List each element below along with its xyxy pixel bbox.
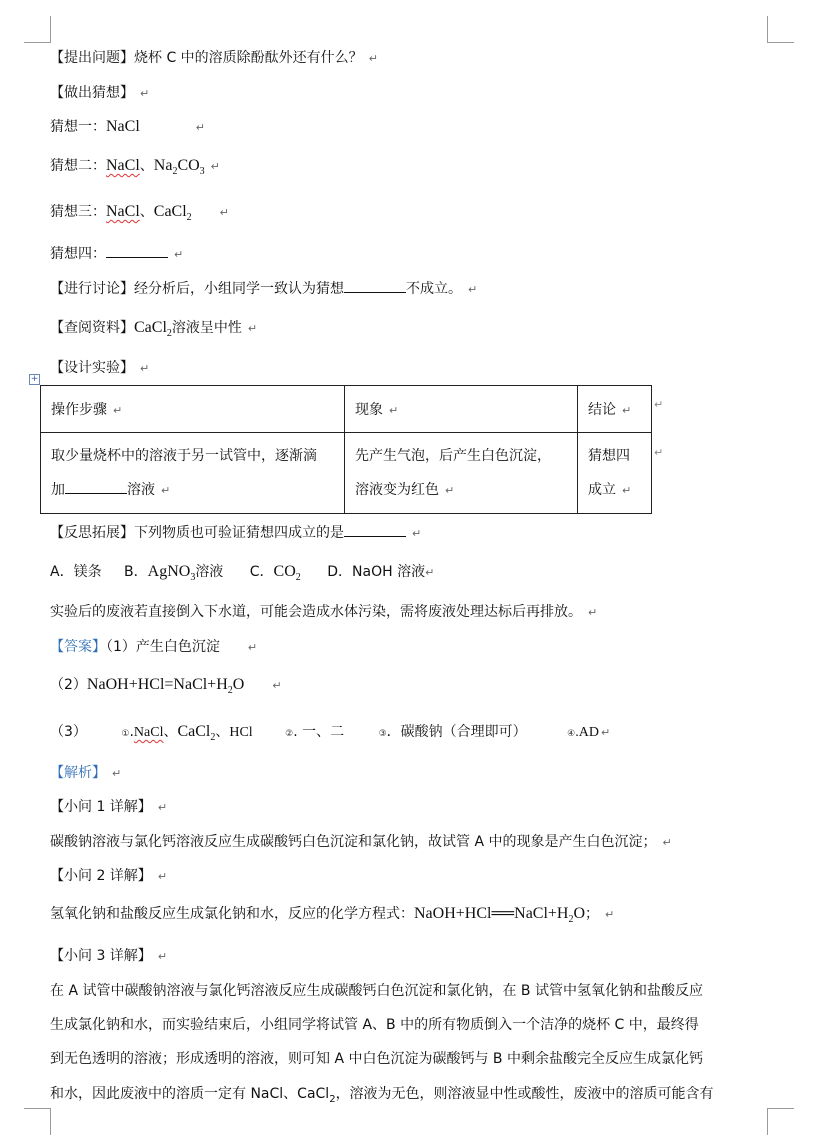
paragraph-mark-icon: ↵ bbox=[174, 248, 184, 261]
guess-3-cacl2 bbox=[153, 203, 192, 224]
answer-3-part-3 bbox=[379, 724, 527, 740]
paragraph-mark-icon: ↵ bbox=[161, 483, 171, 497]
answer-2-label: （2） bbox=[50, 677, 87, 693]
option-c-chem bbox=[273, 563, 301, 584]
chem-part: CaCl bbox=[177, 723, 211, 740]
row-end-mark-icon: ↵ bbox=[654, 446, 664, 459]
discussion-blank bbox=[344, 279, 406, 293]
discussion-text: 经分析后，小组同学一致认为猜想 bbox=[134, 281, 344, 297]
options-line bbox=[50, 562, 434, 588]
guess-3 bbox=[50, 202, 229, 228]
guess-1 bbox=[50, 117, 205, 138]
guess-2-label: 猜想二： bbox=[50, 158, 106, 174]
paragraph-mark-icon: ↵ bbox=[195, 121, 205, 134]
answer-line-1 bbox=[50, 637, 257, 658]
paragraph-mark-icon: ↵ bbox=[247, 322, 258, 335]
option-c-label: C． bbox=[249, 564, 274, 580]
answer-2-equation bbox=[86, 676, 245, 697]
guess-3-nacl: NaCl bbox=[106, 203, 140, 220]
guess-heading bbox=[50, 83, 149, 104]
analysis-heading bbox=[50, 763, 121, 784]
answer-line-2 bbox=[50, 675, 282, 701]
paragraph-mark-icon: ↵ bbox=[113, 404, 123, 417]
paragraph-mark-icon: ↵ bbox=[468, 283, 478, 296]
sub-question-3-line-3 bbox=[50, 1049, 703, 1069]
paragraph-mark-icon: ↵ bbox=[622, 483, 632, 497]
sub-3-tag: 【小问 3 详解】 bbox=[50, 948, 152, 964]
answer-1: （1）产生白色沉淀 bbox=[106, 639, 220, 655]
answer-3-label: （3） bbox=[50, 724, 87, 740]
chem-subscript: 2 bbox=[568, 914, 574, 926]
step-line-2: 加 bbox=[51, 481, 65, 498]
chem-part: AgNO bbox=[147, 563, 191, 580]
paragraph-mark-icon: ↵ bbox=[157, 950, 168, 963]
paragraph-mark-icon: ↵ bbox=[219, 206, 229, 219]
chem-subscript: 2 bbox=[166, 328, 172, 340]
discussion-text-end: 不成立。 bbox=[406, 281, 462, 297]
paragraph-mark-icon: ↵ bbox=[425, 566, 435, 579]
phenomenon-line-2: 溶液变为红色 bbox=[355, 481, 439, 498]
conclusion-line-1: 猜想四 bbox=[588, 447, 630, 464]
discussion-tag: 【进行讨论】 bbox=[50, 281, 134, 297]
paragraph-mark-icon: ↵ bbox=[389, 404, 399, 417]
guess-2 bbox=[50, 156, 220, 182]
option-b-chem bbox=[147, 563, 196, 584]
chem-part: Na bbox=[153, 157, 173, 174]
paragraph-mark-icon: ↵ bbox=[140, 87, 150, 100]
sub-3-text-4: 和水，因此废液中的溶质一定有 NaCl、CaCl bbox=[50, 1086, 330, 1102]
chem-hcl: 、HCl bbox=[215, 725, 253, 740]
chem-part: NaOH+HCl=NaCl+H bbox=[86, 676, 228, 693]
step-line-1: 取少量烧杯中的溶液于另一试管中，逐渐滴 bbox=[51, 447, 317, 464]
separator: 、 bbox=[139, 158, 154, 174]
answer-3-part-2 bbox=[285, 724, 344, 740]
step-blank bbox=[65, 480, 127, 494]
row-end-mark-icon: ↵ bbox=[654, 398, 664, 411]
paragraph-mark-icon: ↵ bbox=[412, 527, 422, 540]
paragraph-mark-icon: ↵ bbox=[272, 679, 282, 692]
crop-mark-bottom-left bbox=[24, 1108, 51, 1135]
chem-subscript: 2 bbox=[295, 572, 301, 584]
chem-subscript: 2 bbox=[186, 212, 192, 224]
question-text: 烧杯 C 中的溶质除酚酞外还有什么？ bbox=[134, 50, 363, 66]
table-header-cell[interactable] bbox=[345, 386, 578, 433]
sub-question-1-text bbox=[50, 832, 672, 853]
header-steps: 操作步骤 bbox=[51, 402, 107, 418]
answer-3-part-4-text: .AD bbox=[575, 725, 599, 740]
table-cell-conclusion[interactable] bbox=[578, 433, 652, 514]
paragraph-mark-icon: ↵ bbox=[445, 483, 455, 497]
step-line-2-end: 溶液 bbox=[127, 481, 155, 498]
chem-part: CaCl bbox=[134, 319, 167, 336]
chem-part: O bbox=[232, 676, 245, 693]
chem-part: CO bbox=[273, 563, 296, 580]
answer-3-part-4 bbox=[567, 724, 599, 740]
conclusion-line-2: 成立 bbox=[588, 481, 616, 498]
guess-4-label: 猜想四： bbox=[50, 246, 106, 262]
header-conclusion: 结论 bbox=[588, 402, 616, 418]
guess-heading-text: 【做出猜想】 bbox=[50, 85, 134, 101]
paragraph-mark-icon: ↵ bbox=[140, 362, 150, 375]
sub-question-3-line-2 bbox=[50, 1015, 699, 1035]
crop-mark-bottom-right bbox=[767, 1108, 794, 1135]
table-header-cell[interactable] bbox=[578, 386, 652, 433]
header-phenomenon: 现象 bbox=[355, 402, 383, 418]
answer-tag: 【答案】 bbox=[50, 639, 106, 655]
sub-question-3-line-1 bbox=[50, 981, 703, 1001]
design-heading-text: 【设计实验】 bbox=[50, 360, 134, 376]
guess-1-label: 猜想一： bbox=[50, 119, 106, 135]
sub-2-end: ； bbox=[585, 906, 600, 922]
chem-subscript: 3 bbox=[199, 166, 205, 178]
chem-subscript: 2 bbox=[172, 166, 178, 178]
chem-cacl2 bbox=[177, 723, 216, 744]
reflection-blank bbox=[344, 523, 406, 537]
sub-2-equation bbox=[414, 905, 586, 926]
chem-nacl: NaCl bbox=[133, 725, 164, 740]
paragraph-mark-icon: ↵ bbox=[157, 870, 168, 883]
question-tag: 【提出问题】 bbox=[50, 50, 134, 66]
table-cell-phenomenon[interactable] bbox=[345, 433, 578, 514]
reference-tag: 【查阅资料】 bbox=[50, 320, 134, 336]
answer-3-part-2-text: . 一、二 bbox=[293, 724, 345, 740]
crop-mark-top-right bbox=[767, 16, 794, 43]
sub-1-body: 碳酸钠溶液与氯化钙溶液反应生成碳酸钙白色沉淀和氯化钠，故试管 A 中的现象是产生白色沉淀； bbox=[50, 834, 657, 850]
guess-4-blank bbox=[106, 244, 168, 258]
reflection-tag: 【反思拓展】 bbox=[50, 525, 134, 541]
sub-1-tag: 【小问 1 详解】 bbox=[50, 799, 152, 815]
answer-line-3 bbox=[50, 722, 610, 748]
table-move-handle-icon[interactable]: + bbox=[30, 374, 39, 384]
guess-2-nacl: NaCl bbox=[106, 157, 140, 174]
answer-3-part-3-text: ．碳酸钠（合理即可） bbox=[386, 724, 527, 740]
circled-number-icon: ① bbox=[121, 729, 130, 739]
option-b bbox=[124, 563, 224, 584]
reflection-text: 下列物质也可验证猜想四成立的是 bbox=[134, 525, 344, 541]
crop-mark-top-left bbox=[24, 16, 51, 43]
sub-question-1-heading bbox=[50, 797, 167, 818]
sub-2-tag: 【小问 2 详解】 bbox=[50, 868, 152, 884]
reference-text: 溶液呈中性 bbox=[171, 320, 242, 336]
option-a: A．镁条 bbox=[50, 564, 102, 580]
circled-number-icon: ④ bbox=[567, 729, 576, 739]
paragraph-mark-icon: ↵ bbox=[588, 606, 598, 619]
circled-number-icon: ③ bbox=[378, 729, 387, 739]
reflection-line bbox=[50, 523, 421, 544]
waste-note bbox=[50, 602, 597, 623]
option-b-label: B． bbox=[124, 564, 148, 580]
experiment-table bbox=[40, 385, 652, 514]
guess-1-value: NaCl bbox=[106, 118, 140, 135]
guess-2-na2co3 bbox=[153, 157, 205, 178]
chem-part: NaOH+HCl══NaCl+H bbox=[414, 905, 569, 922]
reference-chem bbox=[134, 319, 172, 340]
chem-part: CaCl bbox=[153, 203, 187, 220]
separator: 、 bbox=[139, 204, 154, 220]
phenomenon-line-1: 先产生气泡，后产生白色沉淀， bbox=[355, 447, 551, 464]
sub-question-2-heading bbox=[50, 866, 167, 887]
sub-3-text-4-end: ，溶液为无色，则溶液显中性或酸性，废液中的溶质可能含有 bbox=[335, 1086, 714, 1102]
sub-question-2-text bbox=[50, 904, 614, 930]
guess-4 bbox=[50, 244, 183, 265]
table-header-row bbox=[41, 386, 652, 433]
chem-subscript: 2 bbox=[210, 732, 216, 744]
circled-number-icon: ② bbox=[285, 729, 294, 739]
option-b-text: 溶液 bbox=[195, 564, 224, 580]
chem-subscript: 2 bbox=[227, 685, 233, 697]
paragraph-mark-icon: ↵ bbox=[600, 726, 611, 739]
sub-question-3-heading bbox=[50, 946, 167, 967]
chem-subscript: 3 bbox=[190, 572, 196, 584]
dot: . bbox=[129, 724, 134, 740]
design-heading bbox=[50, 358, 149, 379]
paragraph-mark-icon: ↵ bbox=[247, 641, 258, 654]
sub-3-text-2: 生成氯化钠和水，而实验结束后，小组同学将试管 A、B 中的所有物质倒入一个洁净的烧杯 C 中，最终得 bbox=[50, 1017, 699, 1033]
paragraph-mark-icon: ↵ bbox=[605, 908, 615, 921]
chem-part: O bbox=[573, 905, 586, 922]
option-c bbox=[249, 563, 301, 584]
analysis-tag: 【解析】 bbox=[50, 765, 106, 781]
sub-3-text-3: 到无色透明的溶液；形成透明的溶液，则可知 A 中白色沉淀为碳酸钙与 B 中剩余盐酸完全反应生成氯化钙 bbox=[50, 1051, 703, 1067]
guess-3-label: 猜想三： bbox=[50, 204, 106, 220]
answer-3-part-1 bbox=[121, 723, 253, 744]
waste-note-text: 实验后的废液若直接倒入下水道，可能会造成水体污染，需将废液处理达标后再排放。 bbox=[50, 604, 582, 620]
paragraph-mark-icon: ↵ bbox=[210, 160, 220, 173]
paragraph-mark-icon: ↵ bbox=[112, 767, 122, 780]
sub-2-body: 氢氧化钠和盐酸反应生成氯化钠和水，反应的化学方程式： bbox=[50, 906, 414, 922]
sub-question-3-line-4 bbox=[50, 1084, 714, 1110]
reference-line bbox=[50, 318, 257, 344]
table-row bbox=[41, 433, 652, 514]
table-header-cell[interactable] bbox=[41, 386, 345, 433]
paragraph-mark-icon: ↵ bbox=[662, 836, 672, 849]
table-cell-steps[interactable] bbox=[41, 433, 345, 514]
sub-3-text-1: 在 A 试管中碳酸钠溶液与氯化钙溶液反应生成碳酸钙白色沉淀和氯化钠，在 B 试管中氢氧化钠和盐酸反应 bbox=[50, 983, 703, 999]
chem-part: CO bbox=[177, 157, 200, 174]
discussion-line bbox=[50, 279, 477, 300]
question-line bbox=[50, 48, 378, 69]
paragraph-mark-icon: ↵ bbox=[622, 404, 632, 417]
chem-subscript: 2 bbox=[329, 1093, 336, 1105]
option-d: D．NaOH 溶液 bbox=[327, 564, 426, 580]
paragraph-mark-icon: ↵ bbox=[157, 801, 168, 814]
paragraph-mark-icon: ↵ bbox=[368, 52, 378, 65]
separator: 、 bbox=[163, 724, 178, 740]
